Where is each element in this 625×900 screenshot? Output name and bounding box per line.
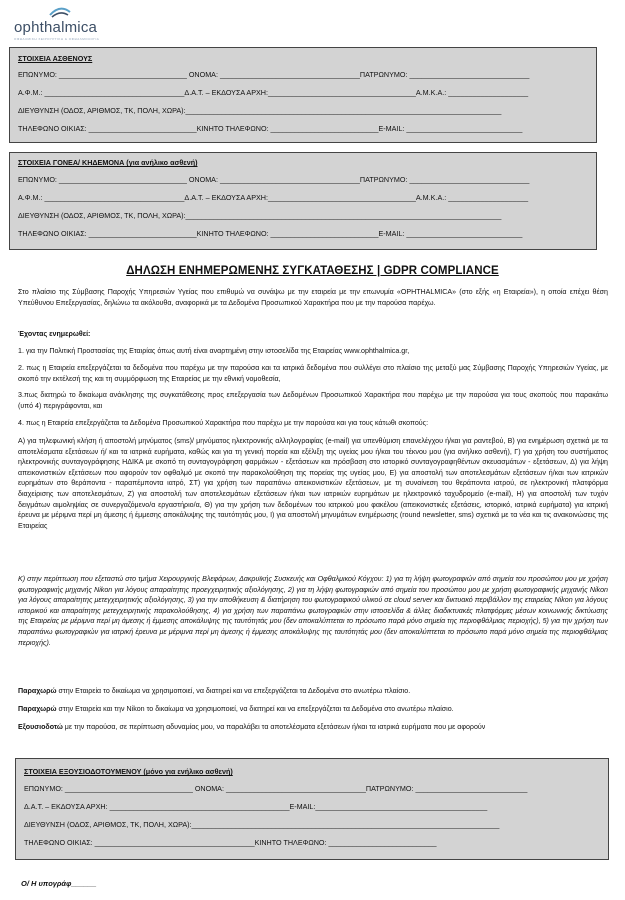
authorization-2-label: Παραχωρώ [18, 705, 57, 713]
guardian-id-fields[interactable]: Α.Φ.Μ.: ___________________________________Δ.Α.Τ. – ΕΚΔΟΥΣΑ ΑΡΧΗ:_____________________________________Α.Μ.Κ.Α.: ____________________ [18, 193, 529, 202]
informed-label: Έχοντας ενημερωθεί: [18, 330, 91, 338]
authorization-3-label: Εξουσιοδοτώ [18, 723, 63, 731]
purposes-paragraph: Α) για τηλεφωνική κλήση ή αποστολή μηνύματος (sms)/ μηνύματος ηλεκτρονικής αλληλογραφίας (e-mail) για υπενθύμιση επανελέγχου ή/και για ραντεβού, Β) για ενημέρωση σχετικά με τα αποτελέσματα εξετάσεων ή/ και τα ιατρικά ευρήματα, καθώς και για τη γενική πορεία και εξέλιξη της υγείας μου ή/και του τέκνου μου (για ανήλικο ασθενή), Γ) για χρήση του συστήματος ηλεκτρονικής συνταγογράφησης ΗΔΙΚΑ με σκοπό τη συνταγογράφηση φαρμάκων - εξετάσεων και πρόσβαση στο ιστορικό συνταγογραφηθέντων σκευασμάτων - εξετάσεων, Δ) για λήψη απεικονιστικών εξετάσεων που αφορούν τον οφθαλμό με σκοπό την παρακολούθηση της πορείας της υγείας μου, Ε) για αποστολή των αποτελεσμάτων εξετάσεων ή/και των ιατρικών ευρημάτων στο θεράποντα - παραπέμποντα ιατρό, ΣΤ) για χρήση των παραπάνω απεικονιστικών εξετάσεων, με τη συναίνεση του θεράποντα ιατρού, σε ηλεκτρονική πλατφόρμα διαχείρισης των αποτελεσμάτων, Ζ) για αποστολή των αποτελεσμάτων εξετάσεων ή/και των ιατρικών ευρημάτων με ηλεκτρονικό ταχυδρομείο (e-mail), Η) για αποστολή των τυχόν δειγμάτων αιμοληψίας σε συνεργαζόμενο/α εργαστήριο/α, Θ) για την χρήση των δεδομένων του ιατρικού μου φακέλου (απεικονιστικές εξετάσεις, ιστορικό, ιατρικά ευρήματα) για ιατρική έρευνα με μέριμνα περί μη άμεσης ή έμμεσης αποκάλυψης της ταυτότητάς μου, Ι) για αποστολή μηνυμάτων ενημέρωσης (round newsletter, sms) σχετικά με τα νέα και τις ανακοινώσεις της Εταιρείας [18, 437, 608, 530]
signature-line[interactable]: Ο/ Η υπογράφ______ [21, 879, 97, 888]
eye-logo-icon [48, 6, 72, 20]
item-1: 1. για την Πολιτική Προστασίας της Εταιρίας όπως αυτή είναι αναρτημένη στην ιστοσελίδα της Εταιρείας www.ophthalmica.gr, [18, 347, 410, 355]
guardian-box-title: ΣΤΟΙΧΕΙΑ ΓΟΝΕΑ/ ΚΗΔΕΜΟΝΑ (για ανήλικο ασθενή) [18, 158, 198, 167]
guardian-details-box [9, 152, 597, 250]
patient-box-title: ΣΤΟΙΧΕΙΑ ΑΣΘΕΝΟΥΣ [18, 54, 93, 63]
authorization-3 [18, 722, 608, 733]
patient-name-fields[interactable]: ΕΠΩΝΥΜΟ: ________________________________ ΟΝΟΜΑ: ___________________________________ΠΑΤΡΩΝΥΜΟ: ______________________________ [18, 70, 530, 79]
authorized-person-box [15, 758, 609, 860]
patient-id-fields[interactable]: Α.Φ.Μ.: ___________________________________Δ.Α.Τ. – ΕΚΔΟΥΣΑ ΑΡΧΗ:_____________________________________Α.Μ.Κ.Α.: ____________________ [18, 88, 529, 97]
company-logo [14, 6, 114, 40]
item-4: 4. πως η Εταιρεία επεξεργάζεται τα Δεδομένα Προσωπικού Χαρακτήρα που παρέχω με την παρούσα και για τους κάτωθι σκοπούς: [18, 419, 429, 427]
consent-heading: ΔΗΛΩΣΗ ΕΝΗΜΕΡΩΜΕΝΗΣ ΣΥΓΚΑΤΑΘΕΣΗΣ | GDPR COMPLIANCE [126, 265, 499, 277]
intro-paragraph: Στο πλαίσιο της Σύμβασης Παροχής Υπηρεσιών Υγείας που επιθυμώ να συνάψω με την εταιρεία με την επωνυμία «OPHTHALMICA» (στο εξής «η Εταιρεία»), η οποία επέχει θέση Υπεύθυνου Επεξεργασίας, δηλώνω τα ακόλουθα, αναφορικά με τα Δεδομένα Προσωπικού Χαρακτήρα που με την παρούσα παρέχω. [18, 288, 608, 307]
patient-details-box [9, 47, 597, 143]
guardian-contact-fields[interactable]: ΤΗΛΕΦΩΝΟ ΟΙΚΙΑΣ: ___________________________ΚΙΝΗΤΟ ΤΗΛΕΦΩΝΟ: ___________________________E-MAIL: _____________________________ [18, 229, 523, 238]
photos-paragraph: Κ) στην περίπτωση που εξεταστώ στο τμήμα Χειρουργικής Βλεφάρων, Δακρυϊκής Συσκευής και Οφθαλμικού Κόγχου: 1) για τη λήψη φωτογραφιών από σημεία του προσώπου μου με χρήση φωτογραφικής μηχανής Nikon για λόγους απαραίτητης προεγχειρητικής αξιολόγησης, 2) για τη λήψη φωτογραφιών από σημεία του προσώπου μου με χρήση φωτογραφικής μηχανής Nikon για λόγους απαραίτητης μετεγχειρητικής αξιολόγησης, 3) για την αποθήκευση & διατήρηση του φωτογραφικού υλικού σε cloud server και δικτυακό περιβάλλον της εταιρείας Nikon για λόγους ιστορικού και απαραίτητης μετεγχειρητικής παρακολούθησης, 4) για χρήση των παραπάνω φωτογραφιών στην ιστοσελίδα & άλλες διαδικτυακές πλατφόρμες μέσων κοινωνικής δικτύωσης της Εταιρείας με μέριμνα περί μη άμεσης ή έμμεσης αποκάλυψης της ταυτότητάς μου (δεν αποκαλύπτεται το πρόσωπο παρά μόνο σημεία της περιοφθάλμιας περιοχής), 5) για την χρήση των παραπάνω φωτογραφιών για ιατρική έρευνα με μέριμνα περί μη άμεσης ή έμμεσης αποκάλυψης της ταυτότητάς μου (δεν αποκαλύπτεται το πρόσωπο παρά μόνο σημεία της περιοφθάλμιας περιοχής). [18, 575, 608, 647]
authorization-2 [18, 704, 608, 715]
logo-text: ophthalmica [14, 19, 98, 36]
authorization-3-text: με την παρούσα, σε περίπτωση αδυναμίας μου, να παραλάβει τα αποτελέσματα εξετάσεων ή/και τα ιατρικά ευρήματα που με αφορούν [62, 723, 486, 731]
authorization-1-text: στην Εταιρεία το δικαίωμα να χρησιμοποιεί, να διατηρεί και να επεξεργάζεται τα Δεδομένα στο ανωτέρω πλαίσιο. [56, 687, 411, 695]
proxy-contact-fields[interactable]: ΤΗΛΕΦΩΝΟ ΟΙΚΙΑΣ: ________________________________________ΚΙΝΗΤΟ ΤΗΛΕΦΩΝΟ: ___________________________ [24, 838, 437, 847]
authorization-1-label: Παραχωρώ [18, 687, 57, 695]
authorization-2-text: στην Εταιρεία και την Nikon το δικαίωμα να χρησιμοποιεί, να διατηρεί και να επεξεργάζεται τα Δεδομένα στο ανωτέρω πλαίσιο. [56, 705, 454, 713]
proxy-box-title: ΣΤΟΙΧΕΙΑ ΕΞΟΥΣΙΟΔΟΤΟΥΜΕΝΟΥ (μόνο για ενήλικο ασθενή) [24, 767, 233, 776]
authorization-1 [18, 686, 608, 697]
guardian-address-field[interactable]: ΔΙΕΥΘΥΝΣΗ (ΟΔΟΣ, ΑΡΙΘΜΟΣ, ΤΚ, ΠΟΛΗ, ΧΩΡΑ):_______________________________________________________________________________ [18, 211, 502, 220]
patient-address-field[interactable]: ΔΙΕΥΘΥΝΣΗ (ΟΔΟΣ, ΑΡΙΘΜΟΣ, ΤΚ, ΠΟΛΗ, ΧΩΡΑ):_______________________________________________________________________________ [18, 106, 502, 115]
guardian-name-fields[interactable]: ΕΠΩΝΥΜΟ: ________________________________ ΟΝΟΜΑ: ___________________________________ΠΑΤΡΩΝΥΜΟ: ______________________________ [18, 175, 530, 184]
proxy-address-field[interactable]: ΔΙΕΥΘΥΝΣΗ (ΟΔΟΣ, ΑΡΙΘΜΟΣ, ΤΚ, ΠΟΛΗ, ΧΩΡΑ):_____________________________________________________________________________ [24, 820, 500, 829]
proxy-id-fields[interactable]: Δ.Α.Τ. – ΕΚΔΟΥΣΑ ΑΡΧΗ: _____________________________________________E-MAIL:___________________________________________ [24, 802, 488, 811]
item-3: 3.πως διατηρώ το δικαίωμα ανάκλησης της συγκατάθεσης προς επεξεργασία των Δεδομένων Προσωπικού Χαρακτήρα που παρέχω με την παρούσα για τους σκοπούς που παρακάτω (υπό 4) περιγράφονται, και [18, 391, 608, 410]
item-2: 2. πως η Εταιρεία επεξεργάζεται τα δεδομένα που παρέχω με την παρούσα και τα ιατρικά δεδομένα που συλλέγει στο πλαίσιο της μεταξύ μας Σύμβασης Παροχής Υπηρεσιών Υγείας, με σκοπό την εκτέλεσή της και τη συμμόρφωση της Εταιρείας με την εθνική νομοθεσία, [18, 364, 608, 383]
patient-contact-fields[interactable]: ΤΗΛΕΦΩΝΟ ΟΙΚΙΑΣ: ___________________________ΚΙΝΗΤΟ ΤΗΛΕΦΩΝΟ: ___________________________E-MAIL: _____________________________ [18, 124, 523, 133]
proxy-name-fields[interactable]: ΕΠΩΝΥΜΟ: ________________________________ ΟΝΟΜΑ: ___________________________________ΠΑΤΡΩΝΥΜΟ: ____________________________ [24, 784, 528, 793]
logo-tagline: ΟΦΘΑΛΜΙΚΗ ΧΕΙΡΟΥΡΓΙΚΗ & ΟΦΘΑΛΜΟΛΟΓΙΑ [14, 37, 100, 41]
